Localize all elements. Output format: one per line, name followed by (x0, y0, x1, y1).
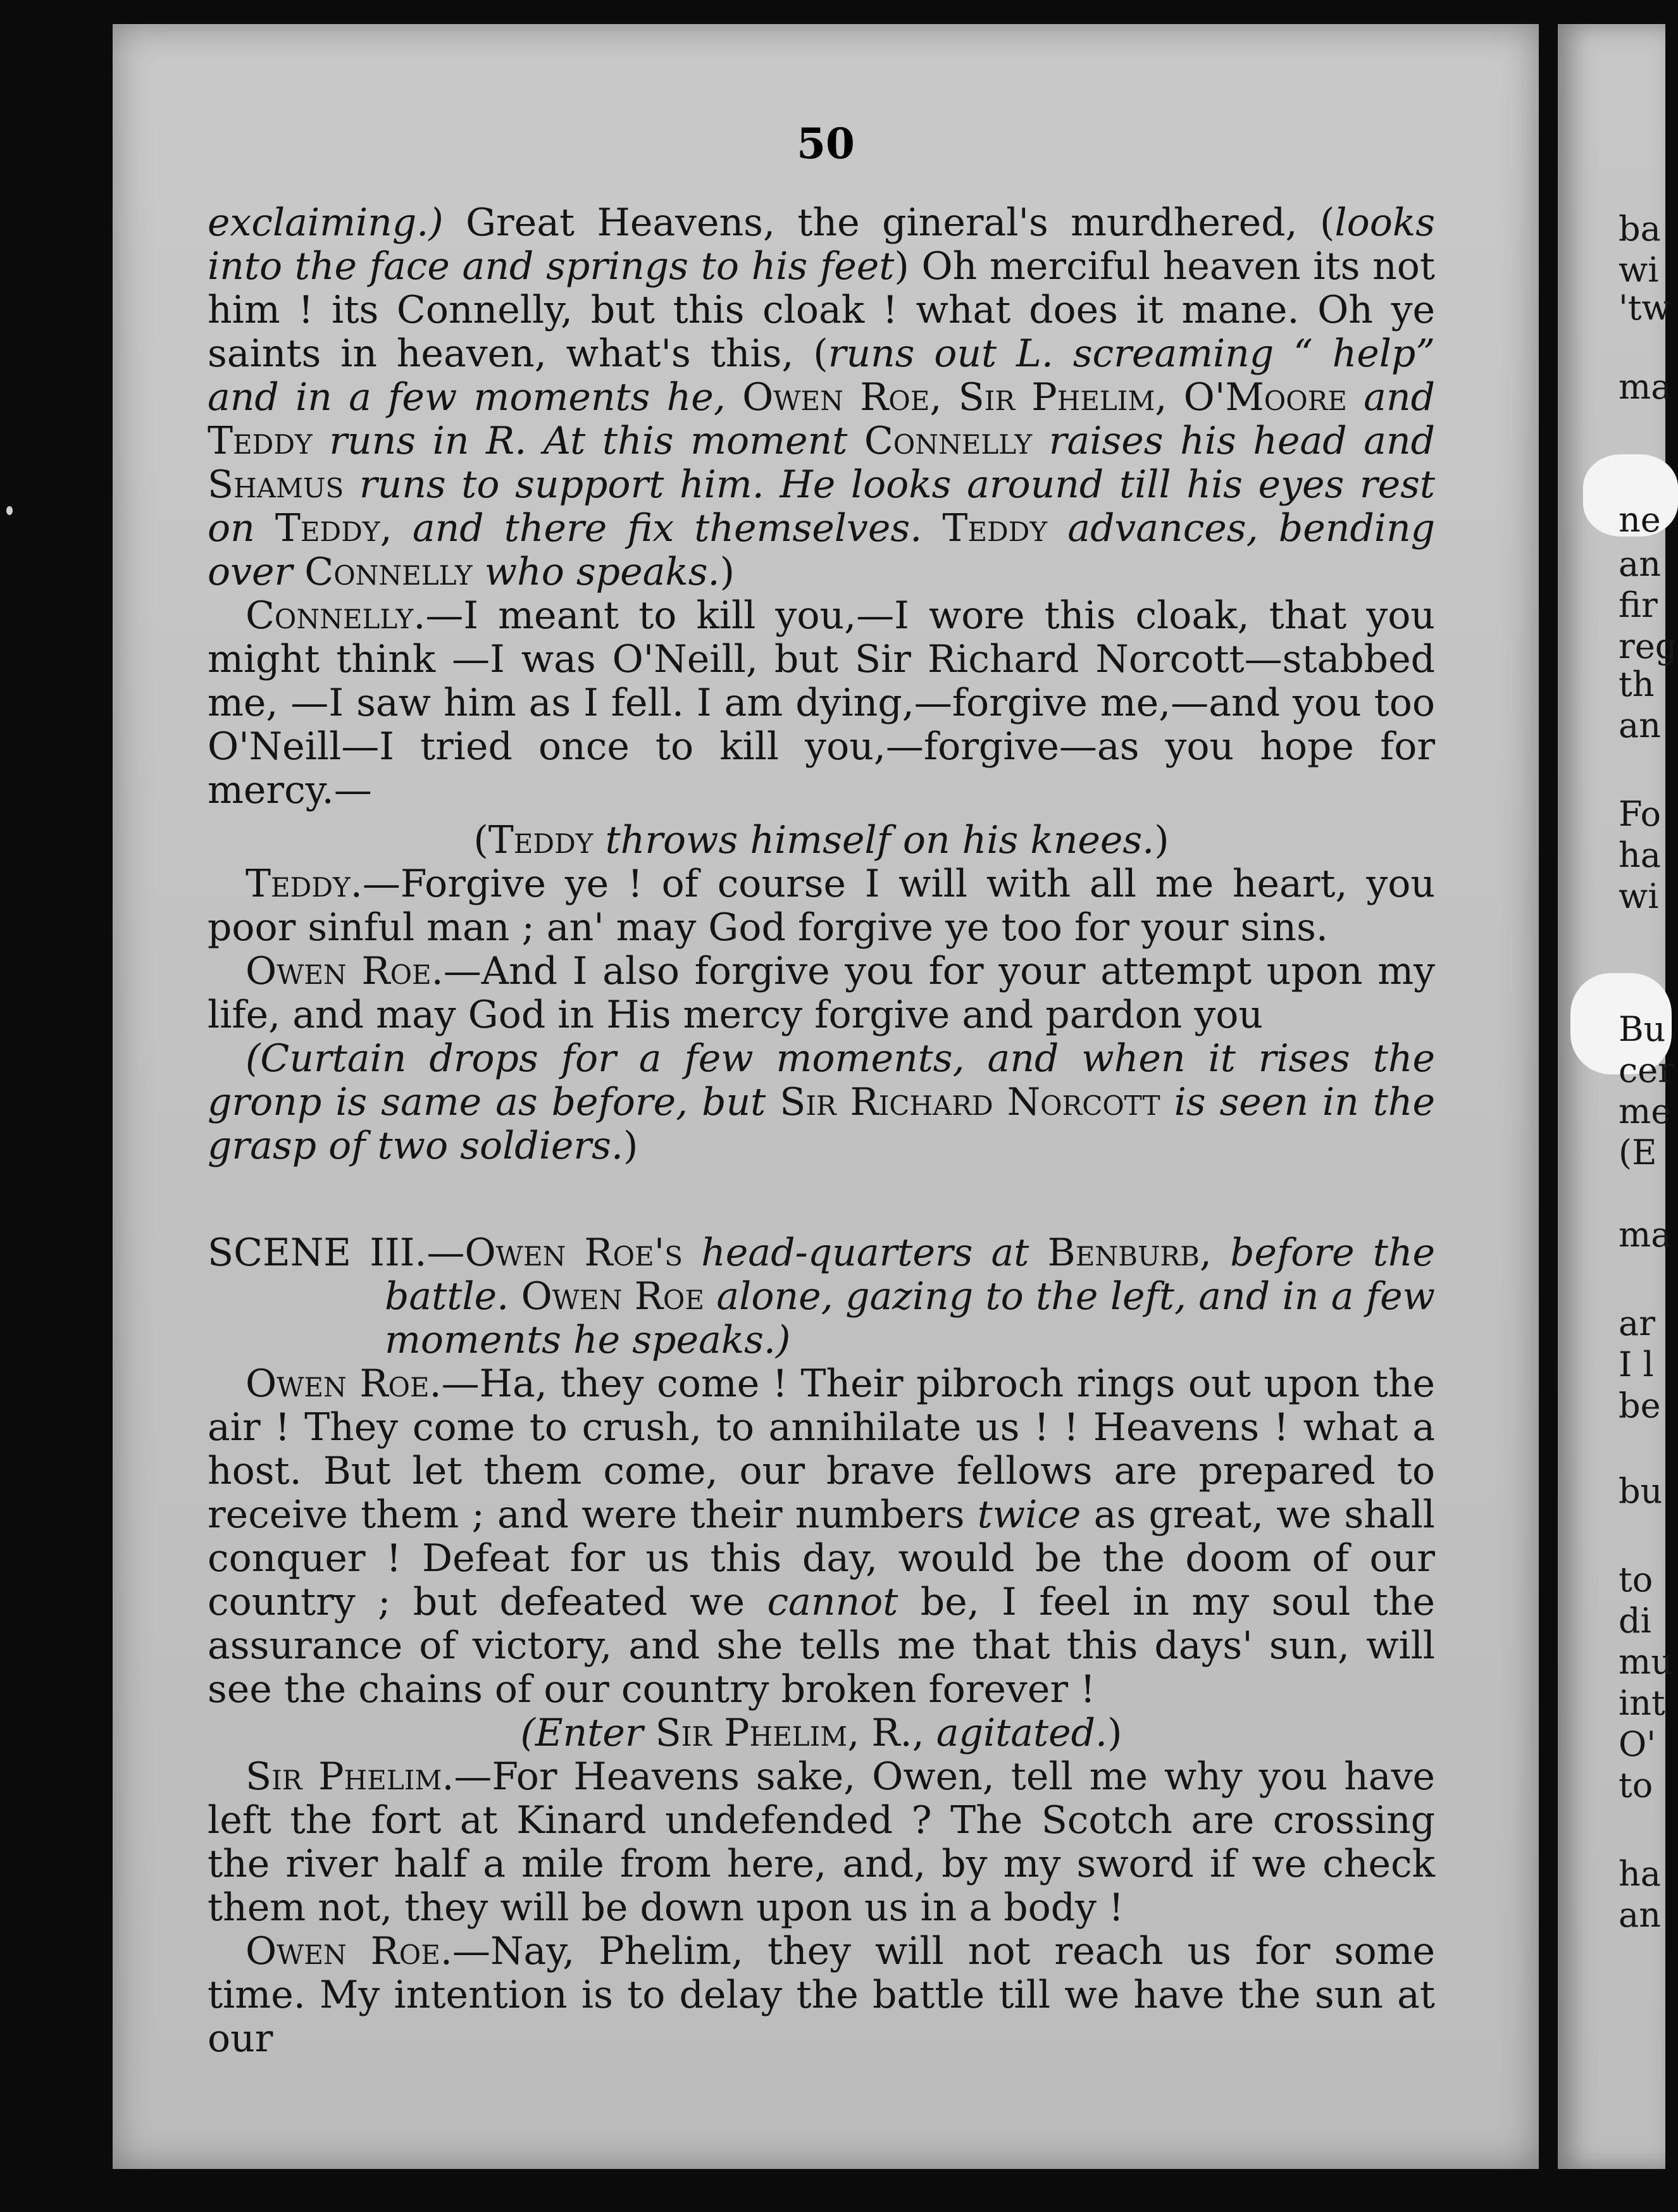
stage-direction-text: and (1364, 375, 1435, 419)
stage-direction-text: exclaiming.) (208, 201, 444, 245)
facing-page-fragment: ar (1619, 1303, 1656, 1343)
facing-page-fragment: to (1619, 1765, 1653, 1805)
speech-text: —Nay, Phelim, they will not reach us for some time. My intention is to delay the battle till we have the sun at our (208, 1929, 1435, 2061)
speech-text: —And I also forgive you for your attempt upon my life, and may God in His mercy forgive and pardon you (208, 949, 1435, 1037)
stage-direction-text: runs out L. screaming “ help” and in a few moments he, (208, 332, 1435, 419)
punctuation: — (426, 1231, 465, 1275)
speech-text: —For Heavens sake, Owen, tell me why you have left the fort at Kinard undefended ? The Scotch are crossing the river half a mile from here, and, by my sword if we check them not, they will be down upon us in a body ! (208, 1755, 1435, 1930)
stage-direction-curtain (208, 1037, 1435, 1168)
character-name: Sir Richard Norcott (766, 1080, 1174, 1124)
speaker-name: Owen Roe. (245, 949, 444, 993)
facing-page-fragment: me (1619, 1091, 1672, 1131)
character-name: Teddy, (254, 506, 413, 550)
speech-text: as great, we shall conquer ! Defeat for us this day, would be the doom of our country ; but defeated we (208, 1493, 1435, 1624)
facing-page-fragment: (E (1619, 1133, 1657, 1172)
speaker-name: Owen Roe. (245, 1929, 452, 1973)
speaker-name: Connelly. (245, 593, 426, 638)
punctuation: ) (1154, 818, 1169, 862)
stage-direction-text: who speaks. (484, 550, 720, 594)
stage-direction-text: and there fix themselves. (412, 506, 923, 550)
facing-page-fragment: Fo (1619, 794, 1662, 834)
facing-page-fragment: wi (1619, 250, 1659, 290)
character-name: Connelly (292, 550, 485, 594)
stage-direction-text: throws himself on his knees. (593, 818, 1155, 862)
place-name: Benburb, (1029, 1231, 1231, 1275)
scene-number: SCENE III. (208, 1231, 427, 1275)
punctuation: ) (623, 1124, 638, 1168)
facing-page-fragment: ma (1619, 367, 1672, 407)
facing-page-fragment: ne (1619, 500, 1661, 540)
direction-text: R., (871, 1711, 936, 1755)
speech-owen-roe (208, 950, 1435, 1037)
stage-direction-text: (Enter (520, 1711, 643, 1755)
speaker-name: Sir Phelim. (245, 1755, 454, 1799)
facing-page-fragment: bu (1619, 1471, 1663, 1511)
emphasis-text: cannot (767, 1580, 898, 1624)
facing-page-fragment: ha (1619, 1854, 1661, 1894)
character-name: Teddy (208, 419, 330, 463)
speech-sir-phelim (208, 1755, 1435, 1930)
stage-direction-text: runs in R. At this moment (329, 419, 848, 463)
facing-page-fragment: O' (1619, 1724, 1656, 1764)
speech-text: —I meant to kill you,—I wore this cloak, that you might think —I was O'Neill, but Sir Richard Norcott—stabbed me, —I saw him as I fell. I am dying,—forgive me,—and you too O'Neill—I tried once to kill you,—forgive—as you hope for mercy.— (208, 593, 1435, 812)
stage-direction-text: agitated. (936, 1711, 1108, 1755)
page-text (208, 201, 1435, 2061)
speech-owen-roe-reply (208, 1930, 1435, 2061)
facing-page-fragment: an (1619, 544, 1661, 584)
speech-connelly (208, 594, 1435, 812)
speech-text: —Ha, they come ! Their pibroch rings out upon the air ! They come to crush, to annihilate us ! ! Heavens ! what a host. But let them come, our brave fellows are prepared to receive them ; and were their numbers (208, 1362, 1435, 1537)
facing-page-fragment: I l (1619, 1345, 1654, 1384)
speaker-name: Teddy. (245, 862, 363, 906)
facing-page-fragment: an (1619, 1895, 1661, 1935)
facing-page-fragment: 'tw (1619, 288, 1671, 328)
stage-direction-centered (208, 819, 1435, 862)
facing-page-fragment: wi (1619, 876, 1659, 916)
stage-direction-text: is seen in the grasp of two soldiers. (208, 1080, 1435, 1168)
stage-direction-text: looks into the face and springs to his feet (208, 201, 1435, 289)
book-page-50 (113, 24, 1539, 2169)
facing-page-fragment: mu (1619, 1642, 1673, 1682)
facing-page-fragment: reg (1619, 626, 1677, 666)
character-name: Teddy (922, 506, 1068, 550)
facing-page-fragment: be (1619, 1386, 1661, 1426)
facing-page-fragment: ma (1619, 1215, 1672, 1255)
stage-direction-text: raises his head and (1048, 419, 1435, 463)
stage-direction-paragraph (208, 201, 1435, 594)
emphasis-text: twice (977, 1493, 1081, 1537)
character-name: Teddy (488, 818, 594, 862)
facing-page-fragment: di (1619, 1601, 1651, 1641)
facing-page-edge (1558, 24, 1677, 2169)
dialogue-text: Great Heavens, the gineral's murdhered, ( (443, 201, 1335, 245)
page-number: 50 (797, 119, 855, 168)
character-name: Sir Phelim, (643, 1711, 872, 1755)
punctuation: ( (473, 818, 488, 862)
facing-page-fragment: ha (1619, 835, 1661, 875)
character-name: Connelly (847, 419, 1049, 463)
facing-page-fragment: th (1619, 664, 1655, 704)
speech-text: be, I feel in my soul the assurance of victory, and she tells me that this days' sun, will see the chains of our country broken forever ! (208, 1580, 1435, 1712)
facing-page-fragment: to (1619, 1560, 1653, 1600)
speech-text: —Forgive ye ! of course I will with all me heart, you poor sinful man ; an' may God forgive ye too for your sins. (208, 862, 1435, 950)
stage-direction-text: advances, bending over (208, 506, 1435, 594)
speech-owen-roe-monologue (208, 1362, 1435, 1712)
facing-page-fragment: Bu (1619, 1009, 1666, 1049)
stage-direction-text: runs to support him. He looks around till his eyes rest on (208, 463, 1435, 550)
stage-direction-text: alone, gazing to the left, and in a few moments he speaks.) (385, 1274, 1435, 1362)
stage-direction-text: head-quarters at (701, 1231, 1029, 1275)
stage-direction-text: (Curtain drops for a few moments, and when it rises the gronp is same as before, but (208, 1036, 1435, 1124)
facing-page-fragment: an (1619, 705, 1661, 745)
facing-page-fragment: fir (1619, 585, 1658, 625)
facing-page-fragment: cer (1619, 1050, 1675, 1090)
stage-direction-enter (208, 1712, 1435, 1755)
dialogue-text: ) Oh merciful heaven its not him ! its Connelly, but this cloak ! what does it mane. Oh ye saints in heaven, what's this, ( (208, 244, 1435, 376)
facing-page-fragment: ba (1619, 209, 1661, 249)
character-name: Owen Roe's (464, 1231, 702, 1275)
facing-page-fragment: int (1619, 1683, 1665, 1723)
speaker-name: Owen Roe. (245, 1362, 442, 1406)
character-names: Owen Roe, Sir Phelim, O'Moore (725, 375, 1364, 419)
punctuation: ) (1107, 1711, 1122, 1755)
scene-heading (208, 1231, 1435, 1362)
character-name: Shamus (208, 463, 359, 507)
character-name: Owen Roe (509, 1274, 717, 1319)
stage-direction-text: before the battle. (385, 1231, 1436, 1319)
punctuation: ) (719, 550, 735, 594)
speech-teddy (208, 862, 1435, 950)
